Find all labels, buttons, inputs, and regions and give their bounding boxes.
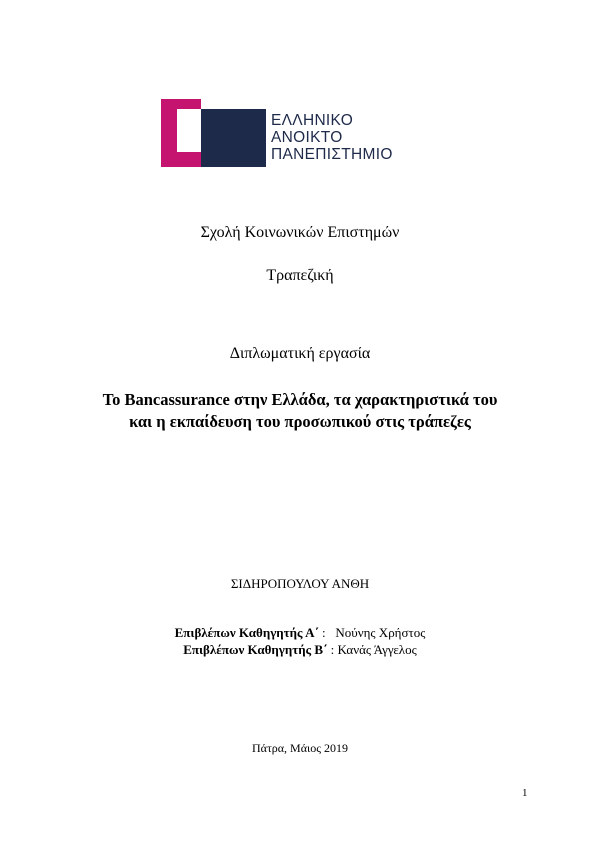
university-logo-mark-icon — [161, 99, 266, 167]
author-name: ΣΙΔΗΡΟΠΟΥΛΟΥ ΑΝΘΗ — [230, 576, 370, 591]
supervisor-b-role: Επιβλέπων Καθηγητής Β΄ — [183, 642, 328, 657]
logo-line-1: ΕΛΛΗΝΙΚΟ — [271, 112, 354, 129]
page-number: 1 — [522, 787, 528, 799]
supervisor-a — [0, 624, 600, 641]
university-logo-wordmark — [271, 112, 393, 163]
supervisor-a-name: Νούνης Χρήστος — [335, 625, 426, 640]
supervisor-b-separator: : — [327, 642, 338, 657]
supervisor-a-role: Επιβλέπων Καθηγητής Α΄ — [174, 625, 319, 640]
supervisor-b-name: Κανάς Άγγελος — [337, 642, 417, 657]
school-name: Σχολή Κοινωνικών Επιστημών — [200, 224, 400, 241]
thesis-title-line-2: και η εκπαίδευση του προσωπικού στις τράπεζες — [129, 412, 471, 431]
thesis-type: Διπλωματική εργασία — [229, 345, 371, 362]
thesis-title — [0, 389, 600, 433]
thesis-title-line-1: Το Bancassurance στην Ελλάδα, τα χαρακτηριστικά του — [102, 390, 498, 409]
program-name: Τραπεζική — [266, 267, 334, 284]
logo-line-3: ΠΑΝΕΠΙΣΤΗΜΙΟ — [271, 146, 393, 163]
university-logo — [161, 99, 451, 167]
place-and-date: Πάτρα, Μάιος 2019 — [252, 741, 348, 755]
supervisor-b — [0, 641, 600, 658]
logo-line-2: ΑΝΟΙΚΤΟ — [271, 129, 343, 146]
supervisor-a-separator: : — [318, 625, 336, 640]
supervisors-block — [0, 624, 600, 658]
